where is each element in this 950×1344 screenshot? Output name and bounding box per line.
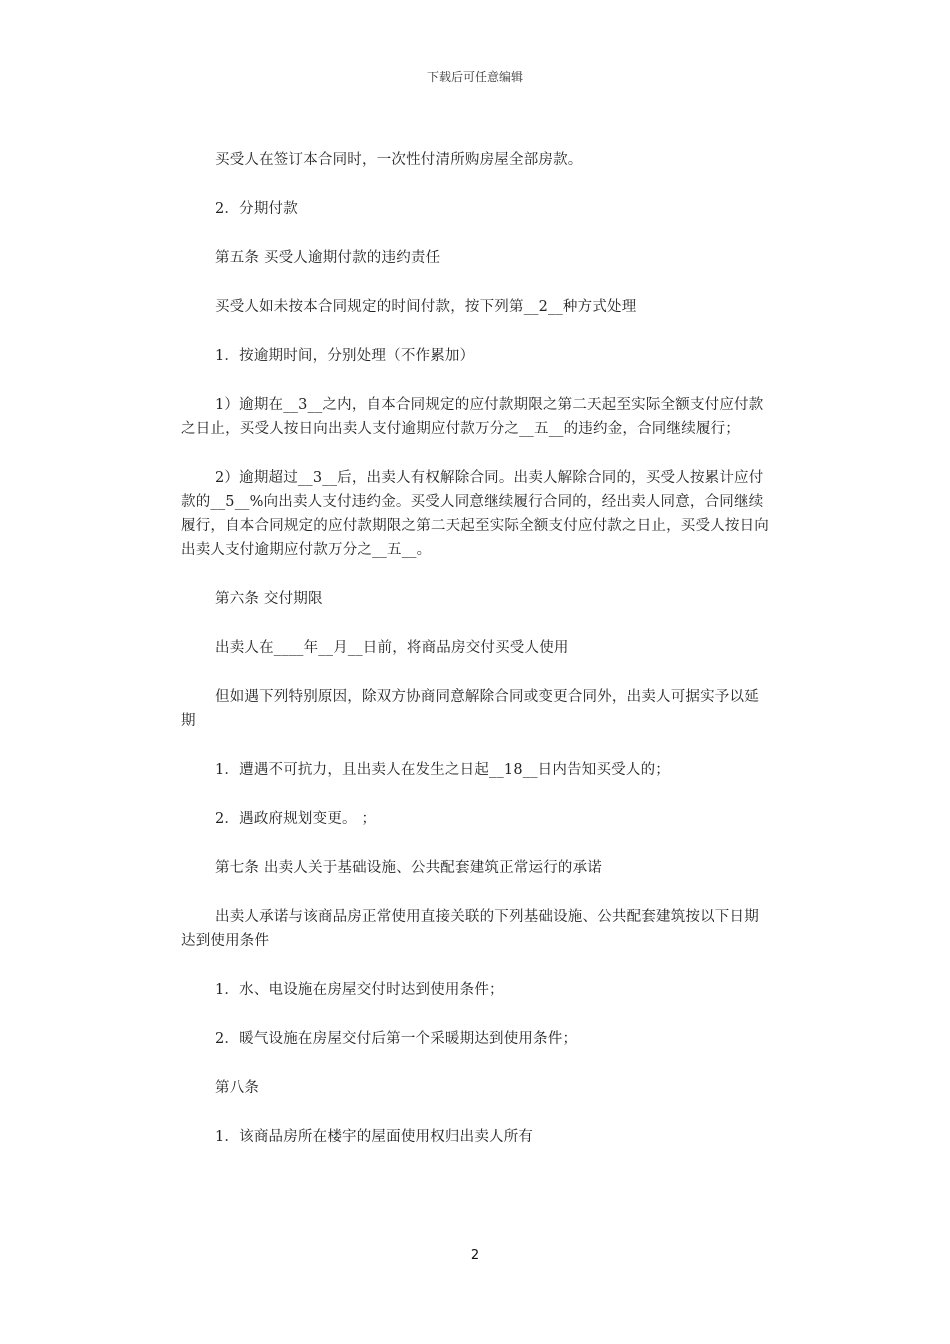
paragraph-full-payment: 买受人在签订本合同时，一次性付清所购房屋全部房款。: [215, 152, 583, 168]
heading-article-5: 第五条 买受人逾期付款的违约责任: [215, 250, 441, 266]
heading-article-6: 第六条 交付期限: [215, 591, 323, 607]
paragraph-late-period: 1．按逾期时间，分别处理（不作累加）: [215, 348, 475, 364]
paragraph-planning-change: 2．遇政府规划变更。 ；: [215, 811, 377, 827]
heading-article-7: 第七条 出卖人关于基础设施、公共配套建筑正常运行的承诺: [215, 860, 603, 876]
document-body: [181, 148, 773, 1174]
page-header: 下载后可任意编辑: [426, 70, 523, 84]
heading-article-8: 第八条: [215, 1080, 260, 1096]
paragraph-delay-reasons: 但如遇下列特别原因，除双方协商同意解除合同或变更合同外，出卖人可据实予以延期: [181, 689, 759, 729]
paragraph-water-electricity: 1．水、电设施在房屋交付时达到使用条件；: [215, 982, 504, 998]
paragraph-late-within: 1）逾期在__3__之内，自本合同规定的应付款期限之第二天起至实际全额支付应付款之日止，买受人按日向出卖人支付逾期应付款万分之__五__的违约金，合同继续履行；: [181, 397, 764, 437]
paragraph-heating: 2．暖气设施在房屋交付后第一个采暖期达到使用条件；: [215, 1031, 578, 1047]
paragraph-delivery-date: 出卖人在____年__月__日前，将商品房交付买受人使用: [215, 640, 569, 656]
paragraph-facilities-promise: 出卖人承诺与该商品房正常使用直接关联的下列基础设施、公共配套建筑按以下日期达到使用条件: [181, 909, 759, 949]
page-number: 2: [470, 1248, 480, 1263]
paragraph-force-majeure: 1．遭遇不可抗力，且出卖人在发生之日起__18__日内告知买受人的；: [215, 762, 670, 778]
paragraph-late-payment-method: 买受人如未按本合同规定的时间付款，按下列第__2__种方式处理: [215, 299, 637, 315]
paragraph-late-exceed: 2）逾期超过__3__后，出卖人有权解除合同。出卖人解除合同的，买受人按累计应付款的__5__%向出卖人支付违约金。买受人同意继续履行合同的，经出卖人同意，合同继续履行，自本合同规定的应付款期限之第二天起至实际全额支付应付款之日止，买受人按日向出卖人支付逾期应付款万分之__五__。: [181, 470, 769, 558]
paragraph-installment: 2．分期付款: [215, 201, 298, 217]
paragraph-roof-rights: 1．该商品房所在楼宇的屋面使用权归出卖人所有: [215, 1129, 534, 1145]
